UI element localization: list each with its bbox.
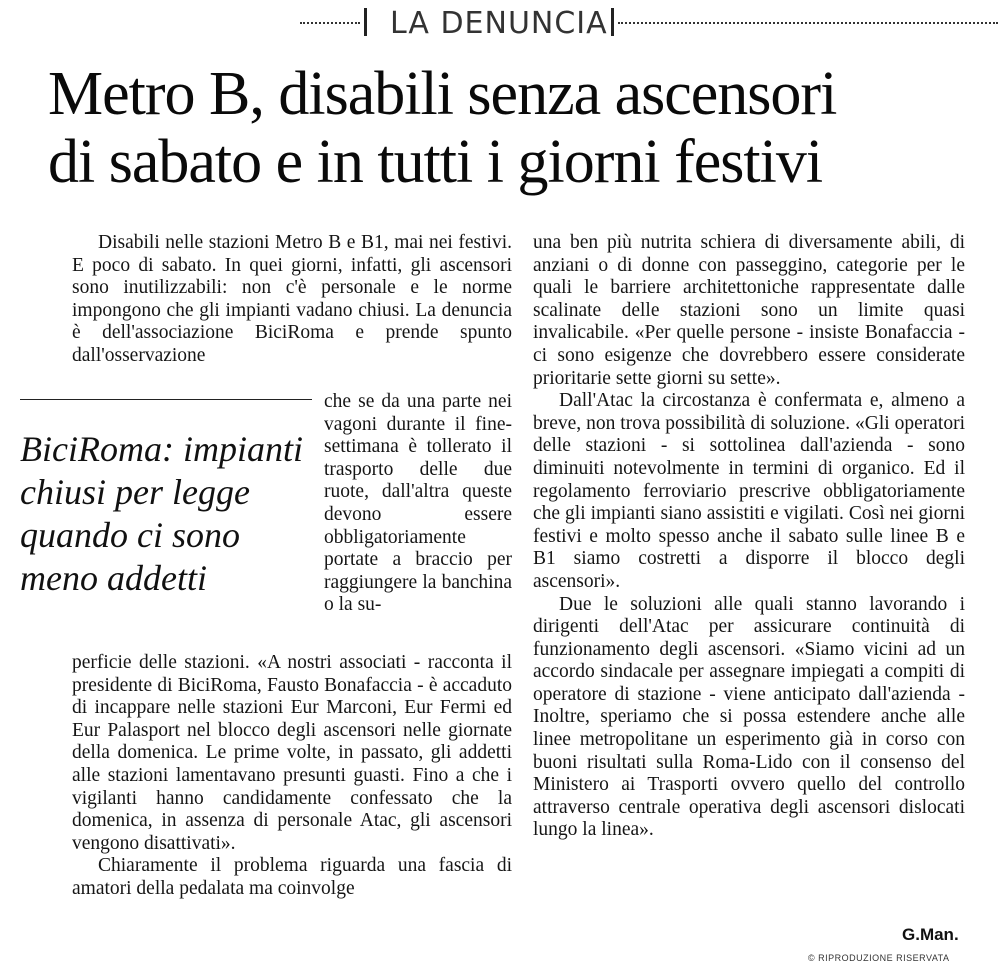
column-2-paragraph-3: Due le soluzioni alle quali stanno lavorando i dirigenti dell'Atac per assicurare continuità di funzionamento degli ascensori. «Siamo vicini ad un accordo sindacale per assegnare impiegati a compiti di operatore di stazione - viene anticipato dall'azienda - Inoltre, speriamo che si possa estendere anche alle linee metropolitane un esperimento già in corso con buoni risultati sulla Roma-Lido con il consenso del Ministero ai Trasporti ovvero quello del controllo attraverso centrale operativa degli ascensori dislocati lungo la linea». — [533, 593, 965, 841]
column-2-paragraph-2: Dall'Atac la circostanza è confermata e, almeno a breve, non trova possibilità di soluzione. «Gli operatori delle stazioni - si sottolinea dall'azienda - sono diminuiti notevolmente in termini di organico. Ed il regolamento ferroviario prescrive obbligatoriamente che gli impianti siano assistiti e vigilati. Così nei giorni festivi e molto spesso anche il sabato sulle linee B e B1 siamo costretti a disporre il blocco degli ascensori». — [533, 390, 965, 592]
column-1-lead — [72, 232, 512, 368]
kicker-rule-left — [300, 22, 360, 24]
section-kicker — [0, 4, 1000, 41]
column-1-narrow — [324, 391, 512, 617]
pullquote-rule-top — [20, 399, 312, 400]
headline-line-1: Metro B, disabili senza ascensori — [48, 60, 837, 128]
copyright-notice: © RIPRODUZIONE RISERVATA — [808, 953, 950, 963]
column-2-paragraph-1: una ben più nutrita schiera di diversamente abili, di anziani o di donne con passeggino, categorie per le quali le barriere architettoniche rappresentate dalle scalinate delle stazioni sono un limite quasi invalicabile. «Per quelle persone - insiste Bonafaccia - ci sono esigenze che dovrebbero essere considerate prioritarie sette giorni su sette». — [533, 232, 965, 389]
paragraph-1-tail: perficie delle stazioni. «A nostri associati - racconta il presidente di BiciRoma, Fausto Bonafaccia - è accaduto di incappare nelle stazioni Eur Marconi, Eur Fermi ed Eur Palasport nel blocco degli ascensori nelle giornate della domenica. Le prime volte, in passato, gli addetti alle stazioni lamentavano presunti guasti. Fino a che i vigilanti hanno candidamente confessato che la domenica, in assenza di personale Atac, gli ascensori vengono disattivati». — [72, 652, 512, 854]
pullquote: BiciRoma: impianti chiusi per legge quando ci sono meno addetti — [20, 429, 303, 598]
author-signature: G.Man. — [902, 925, 959, 944]
headline — [48, 60, 968, 196]
paragraph-1-lead: Disabili nelle stazioni Metro B e B1, mai nei festivi. E poco di sabato. In quei giorni, infatti, gli ascensori sono inutilizzabili: non c'è personale e le norme impongono che gli impianti vadano chiusi. La denuncia è dell'associazione BiciRoma e prende spunto dall'osservazione — [72, 232, 512, 366]
column-2 — [533, 232, 965, 842]
paragraph-2: Chiaramente il problema riguarda una fascia di amatori della pedalata ma coinvolge — [72, 855, 512, 899]
kicker-bar-left — [364, 8, 367, 36]
column-1-tail — [72, 652, 512, 901]
paragraph-1-narrow: che se da una parte nei vagoni durante il fine-settimana è tollerato il trasporto delle due ruote, dall'altra queste devono essere obbligatoriamente portate a braccio per raggiungere la banchina o la su- — [324, 391, 512, 616]
headline-line-2: di sabato e in tutti i giorni festivi — [48, 128, 823, 196]
kicker-bar-right — [611, 8, 614, 36]
kicker-rule-right — [618, 22, 998, 24]
kicker-label: LA DENUNCIA — [390, 6, 608, 41]
